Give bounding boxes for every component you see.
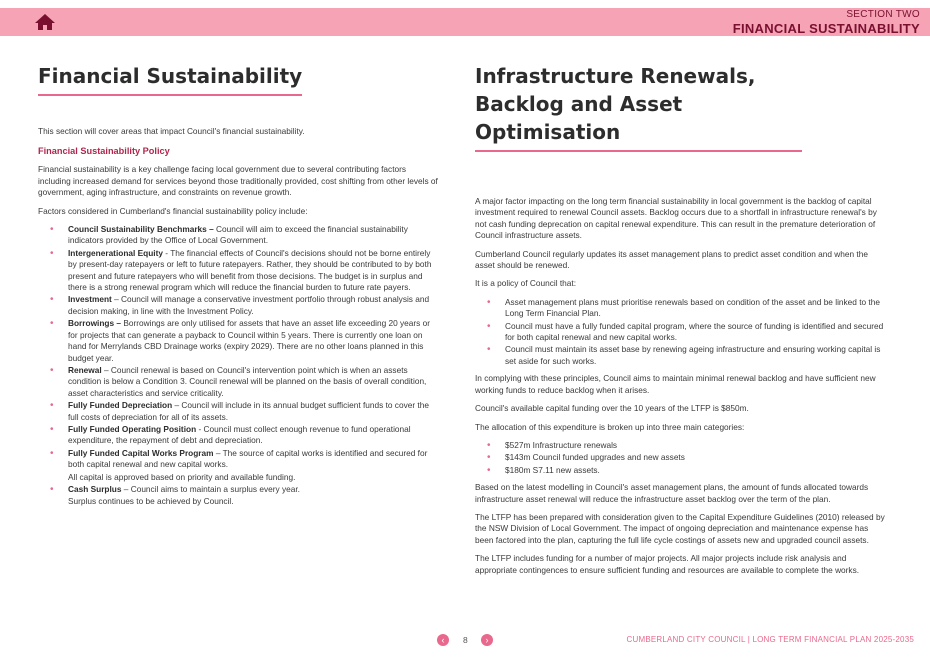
policy-factor-item [38, 448, 438, 471]
paragraph-1: A major factor impacting on the long term financial sustainability in local government is the backlog of capital investment required to renewal Council assets. Backlog occurs due to a shortfall in infrastructure renewal's by not cash funding deprecation on capital renewal expenditure. This can result in the premature deterioration of Council infrastructure assets. [475, 196, 877, 241]
policy-factor-text: - Council must collect enough revenue to fund operational expenditure, the repayment of debt and depreciation. [68, 423, 411, 446]
section-title: FINANCIAL SUSTAINABILITY [732, 21, 920, 36]
page-title: Financial Sustainability [38, 62, 302, 96]
policy-factor-item [38, 294, 438, 317]
policy-factor-term: Fully Funded Operating Position [68, 423, 197, 434]
left-column [38, 62, 438, 514]
paragraph-4: In complying with these principles, Council aims to maintain minimal renewal backlog and have sufficient new working funds to reduce backlog when it arises. [475, 373, 876, 395]
policy-factor-term: Fully Funded Capital Works Program [68, 447, 214, 458]
chevron-left-icon[interactable]: ‹ [437, 634, 449, 646]
policy-factor-text: Council will aim to exceed the financial sustainability indicators provided by the Office of Local Government. [68, 224, 408, 246]
policy-factor-text: – Council aims to maintain a surplus every year. [121, 483, 300, 494]
paragraph-7: Based on the latest modelling in Council's asset management plans, the amount of funds allocated towards infrastructure asset renewal will reduce the infrastructure asset backlog over the term of the plan. [475, 482, 869, 504]
policy-factor-term: Cash Surplus [68, 483, 122, 494]
policy-factor-text: - The financial effects of Council's decisions should not be borne entirely by present-day ratepayers or left to future ratepayers. Rather, they should be contributed to by both present and future ratepayers who will benefit from those decisions. The budget is in surplus and there is a strong renewal program which will reduce the financial burden to future rate payers. [68, 247, 432, 293]
policy-factor-term: Investment [68, 294, 112, 305]
policy-factor-item [38, 224, 438, 247]
section-heading: Infrastructure Renewals, Backlog and Asset Optimisation [475, 62, 802, 152]
chevron-right-icon[interactable]: › [481, 634, 493, 646]
paragraph-6: The allocation of this expenditure is broken up into three main categories: [475, 421, 745, 432]
policy-factor-item [38, 318, 438, 364]
policy-factor-item [38, 248, 438, 294]
intro-text: This section will cover areas that impact Council's financial sustainability. [38, 126, 305, 136]
paragraph-2: Cumberland Council regularly updates its asset management plans to predict asset condition and when the asset should be renewed. [475, 248, 868, 271]
section-label [733, 10, 920, 35]
section-number: SECTION TWO [846, 9, 920, 20]
policy-factor-term: Intergenerational Equity [68, 247, 163, 258]
allocation-item: • $180m S7.11 new assets. [475, 465, 885, 476]
allocation-list [475, 440, 885, 476]
policy-factor-text: – The source of capital works is identified and secured for both capital renewal and new capital works. [68, 447, 428, 470]
paragraph-8: The LTFP has been prepared with consideration given to the Capital Expenditure Guidelines (2010) released by the NSW Division of Local Government. The impact of ongoing depreciation and maintenance expense has been factored into the plan, capturing the full life cycle costings of assets new and upgraded council assets. [475, 511, 885, 545]
policy-factor-term: Borrowings – [68, 318, 122, 329]
policy-heading: Financial Sustainability Policy [38, 146, 170, 157]
page-number: 8 [463, 635, 468, 645]
allocation-item: • $143m Council funded upgrades and new assets [475, 452, 885, 463]
council-policy-list [475, 297, 885, 367]
policy-factor-item [38, 484, 438, 495]
policy-factor-text: – Council will manage a conservative investment portfolio through robust analysis and decision making, in line with the Investment Policy. [68, 294, 430, 316]
policy-factor-term: Fully Funded Depreciation [68, 400, 173, 411]
council-policy-item: • Council must maintain its asset base by renewing ageing infrastructure and ensuring working capital is set aside for such works. [475, 344, 885, 367]
policy-factor-text: All capital is approved based on priority and available funding. [68, 471, 296, 482]
publication-footer: CUMBERLAND CITY COUNCIL | LONG TERM FINANCIAL PLAN 2025-2035 [626, 635, 914, 644]
paragraph-5: Council's available capital funding over the 10 years of the LTFP is $850m. [475, 403, 749, 414]
policy-factor-text: Surplus continues to be achieved by Council. [68, 496, 234, 507]
policy-factor-text: – Council will include in its annual budget sufficient funds to cover the full costs of depreciation for all of its assets. [68, 400, 429, 422]
council-policy-item: • Council must have a fully funded capital program, where the source of funding is identified and secured for both capital renewal and new capital works. [475, 321, 885, 344]
policy-paragraph-1: Financial sustainability is a key challenge facing local government due to several contributing factors including increased demand for services beyond those traditionally provided, cost shifting from other levels of government, aging infrastructure, and constraints on revenue growth. [38, 164, 438, 198]
policy-factor-term: Renewal [68, 364, 102, 375]
policy-factor-list [38, 224, 438, 508]
policy-factor-item [38, 400, 438, 423]
policy-factor-term: Council Sustainability Benchmarks – [68, 224, 214, 235]
paragraph-3: It is a policy of Council that: [475, 278, 576, 289]
home-icon[interactable] [33, 12, 57, 32]
policy-paragraph-2: Factors considered in Cumberland's financial sustainability policy include: [38, 205, 308, 216]
paragraph-9: The LTFP includes funding for a number of major projects. All major projects include risk analysis and appropriate contingences to ensure sufficient funding and resources are available to complete the works. [475, 553, 860, 575]
allocation-item: • $527m Infrastructure renewals [475, 440, 885, 451]
policy-factor-item [38, 424, 438, 447]
policy-factor-item [38, 472, 438, 483]
header-bar [0, 8, 930, 36]
council-policy-item: • Asset management plans must prioritise renewals based on condition of the asset and be linked to the Long Term Financial Plan. [475, 297, 885, 320]
policy-factor-item [38, 365, 438, 399]
policy-factor-text: Borrowings are only utilised for assets that have an asset life exceeding 20 years or for projects that can generate a payback to Council within 5 years. There is currently one loan on hand for Merrylands CBD Drainage works (expiry 2029). There are no other loans planned in this budget year. [68, 318, 431, 363]
policy-factor-text: – Council renewal is based on Council's intervention point which is when an assets condition is below a Condition 3. Council renewal will be planned on the basis of overall condition, asset characteristics and service criticality. [68, 364, 427, 398]
policy-factor-item [38, 496, 438, 507]
right-column [475, 62, 885, 583]
